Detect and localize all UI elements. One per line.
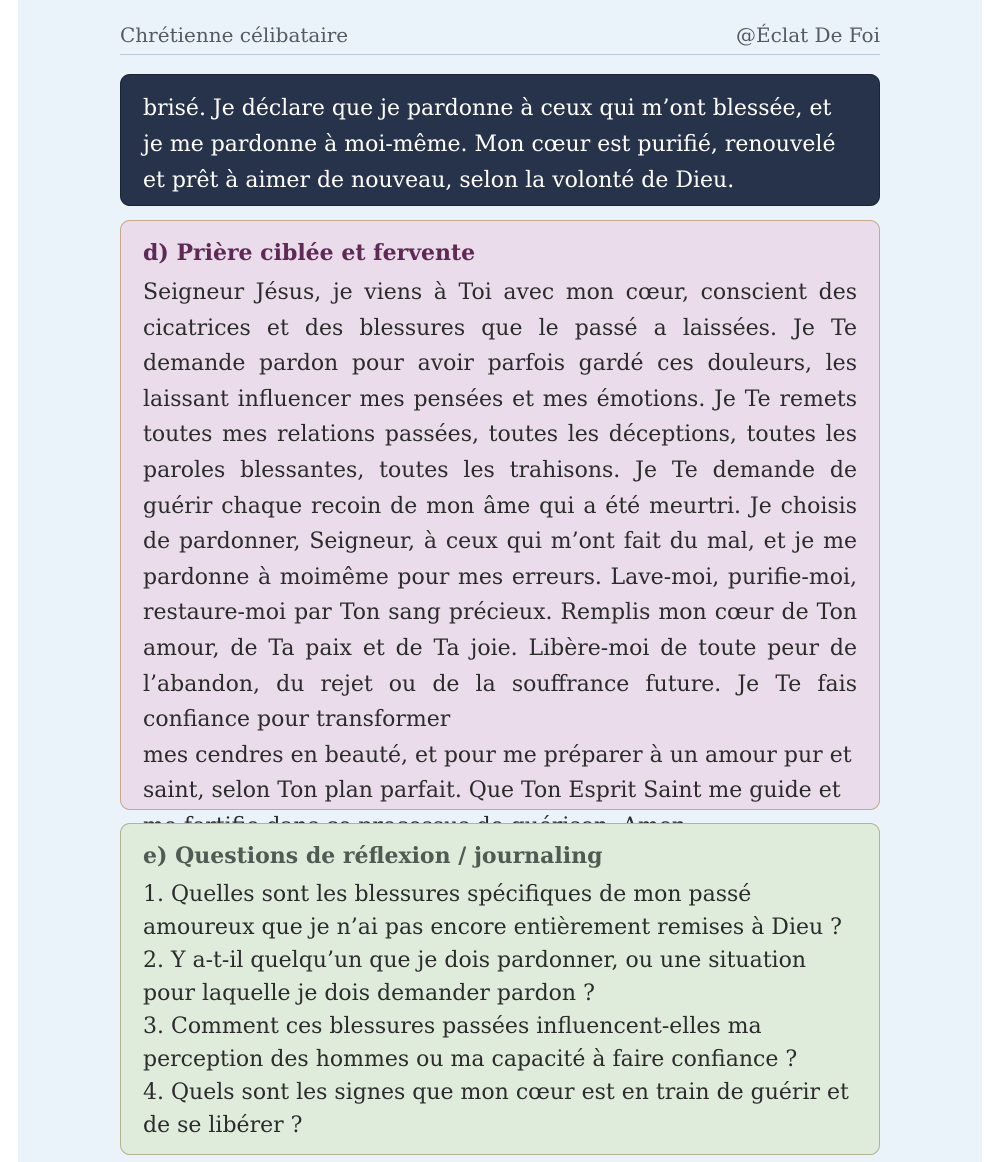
prayer-box [120, 220, 880, 810]
question-item: 1. Quelles sont les blessures spécifiques de mon passé amoureux que je n’ai pas encore entièrement remises à Dieu ? [143, 882, 842, 940]
declaration-box [120, 74, 880, 206]
question-item: 3. Comment ces blessures passées influencent-elles ma perception des hommes ou ma capacité à faire confiance ? [143, 1014, 798, 1072]
question-item: 2. Y a-t-il quelqu’un que je dois pardonner, ou une situation pour laquelle je dois demander pardon ? [143, 948, 807, 1006]
prayer-paragraph-2: mes cendres en beauté, et pour me préparer à un amour pur et saint, selon Ton plan parfait. Que Ton Esprit Saint me guide et [143, 742, 852, 804]
reflection-box [120, 823, 880, 1155]
question-item: 4. Quels sont les signes que mon cœur est en train de guérir et de se libérer ? [143, 1080, 849, 1138]
header-book-title: Chrétienne célibataire [120, 23, 349, 47]
header-author: @Éclat De Foi [736, 23, 880, 47]
prayer-paragraph-1: Seigneur Jésus, je viens à Toi avec mon cœur, conscient des cicatrices et des blessures que le passé a laissées. Je Te demande pardon pour avoir parfois gardé ces douleurs, les laissant influencer mes pensées et mes émotions. Je Te remets toutes mes relations passées, toutes les déceptions, toutes les paroles blessantes, toutes les trahisons. Je Te demande de guérir chaque recoin de mon âme qui a été meurtri. Je choisis de pardonner, Seigneur, à ceux qui m’ont fait du mal, et je me pardonne à moimême pour mes erreurs. Lave-moi, purifie-moi, restaure-moi par Ton sang précieux. Remplis mon cœur de Ton amour, de Ta paix et de Ta joie. Libère-moi de toute peur de l’abandon, du rejet ou de la souffrance future. Je Te fais confiance pour transformer [143, 280, 857, 733]
page-margin-right [982, 0, 1000, 1162]
reflection-title: e) Questions de réflexion / journaling [143, 843, 603, 869]
page-margin-left [0, 0, 18, 1162]
page-header [120, 18, 880, 55]
prayer-title: d) Prière ciblée et fervente [143, 240, 476, 266]
declaration-text: brisé. Je déclare que je pardonne à ceux qui m’ont blessée, et je me pardonne à moi-même. Mon cœur est purifié, renouvelé et prêt à aimer de nouveau, selon la volonté de Dieu. [143, 96, 836, 193]
